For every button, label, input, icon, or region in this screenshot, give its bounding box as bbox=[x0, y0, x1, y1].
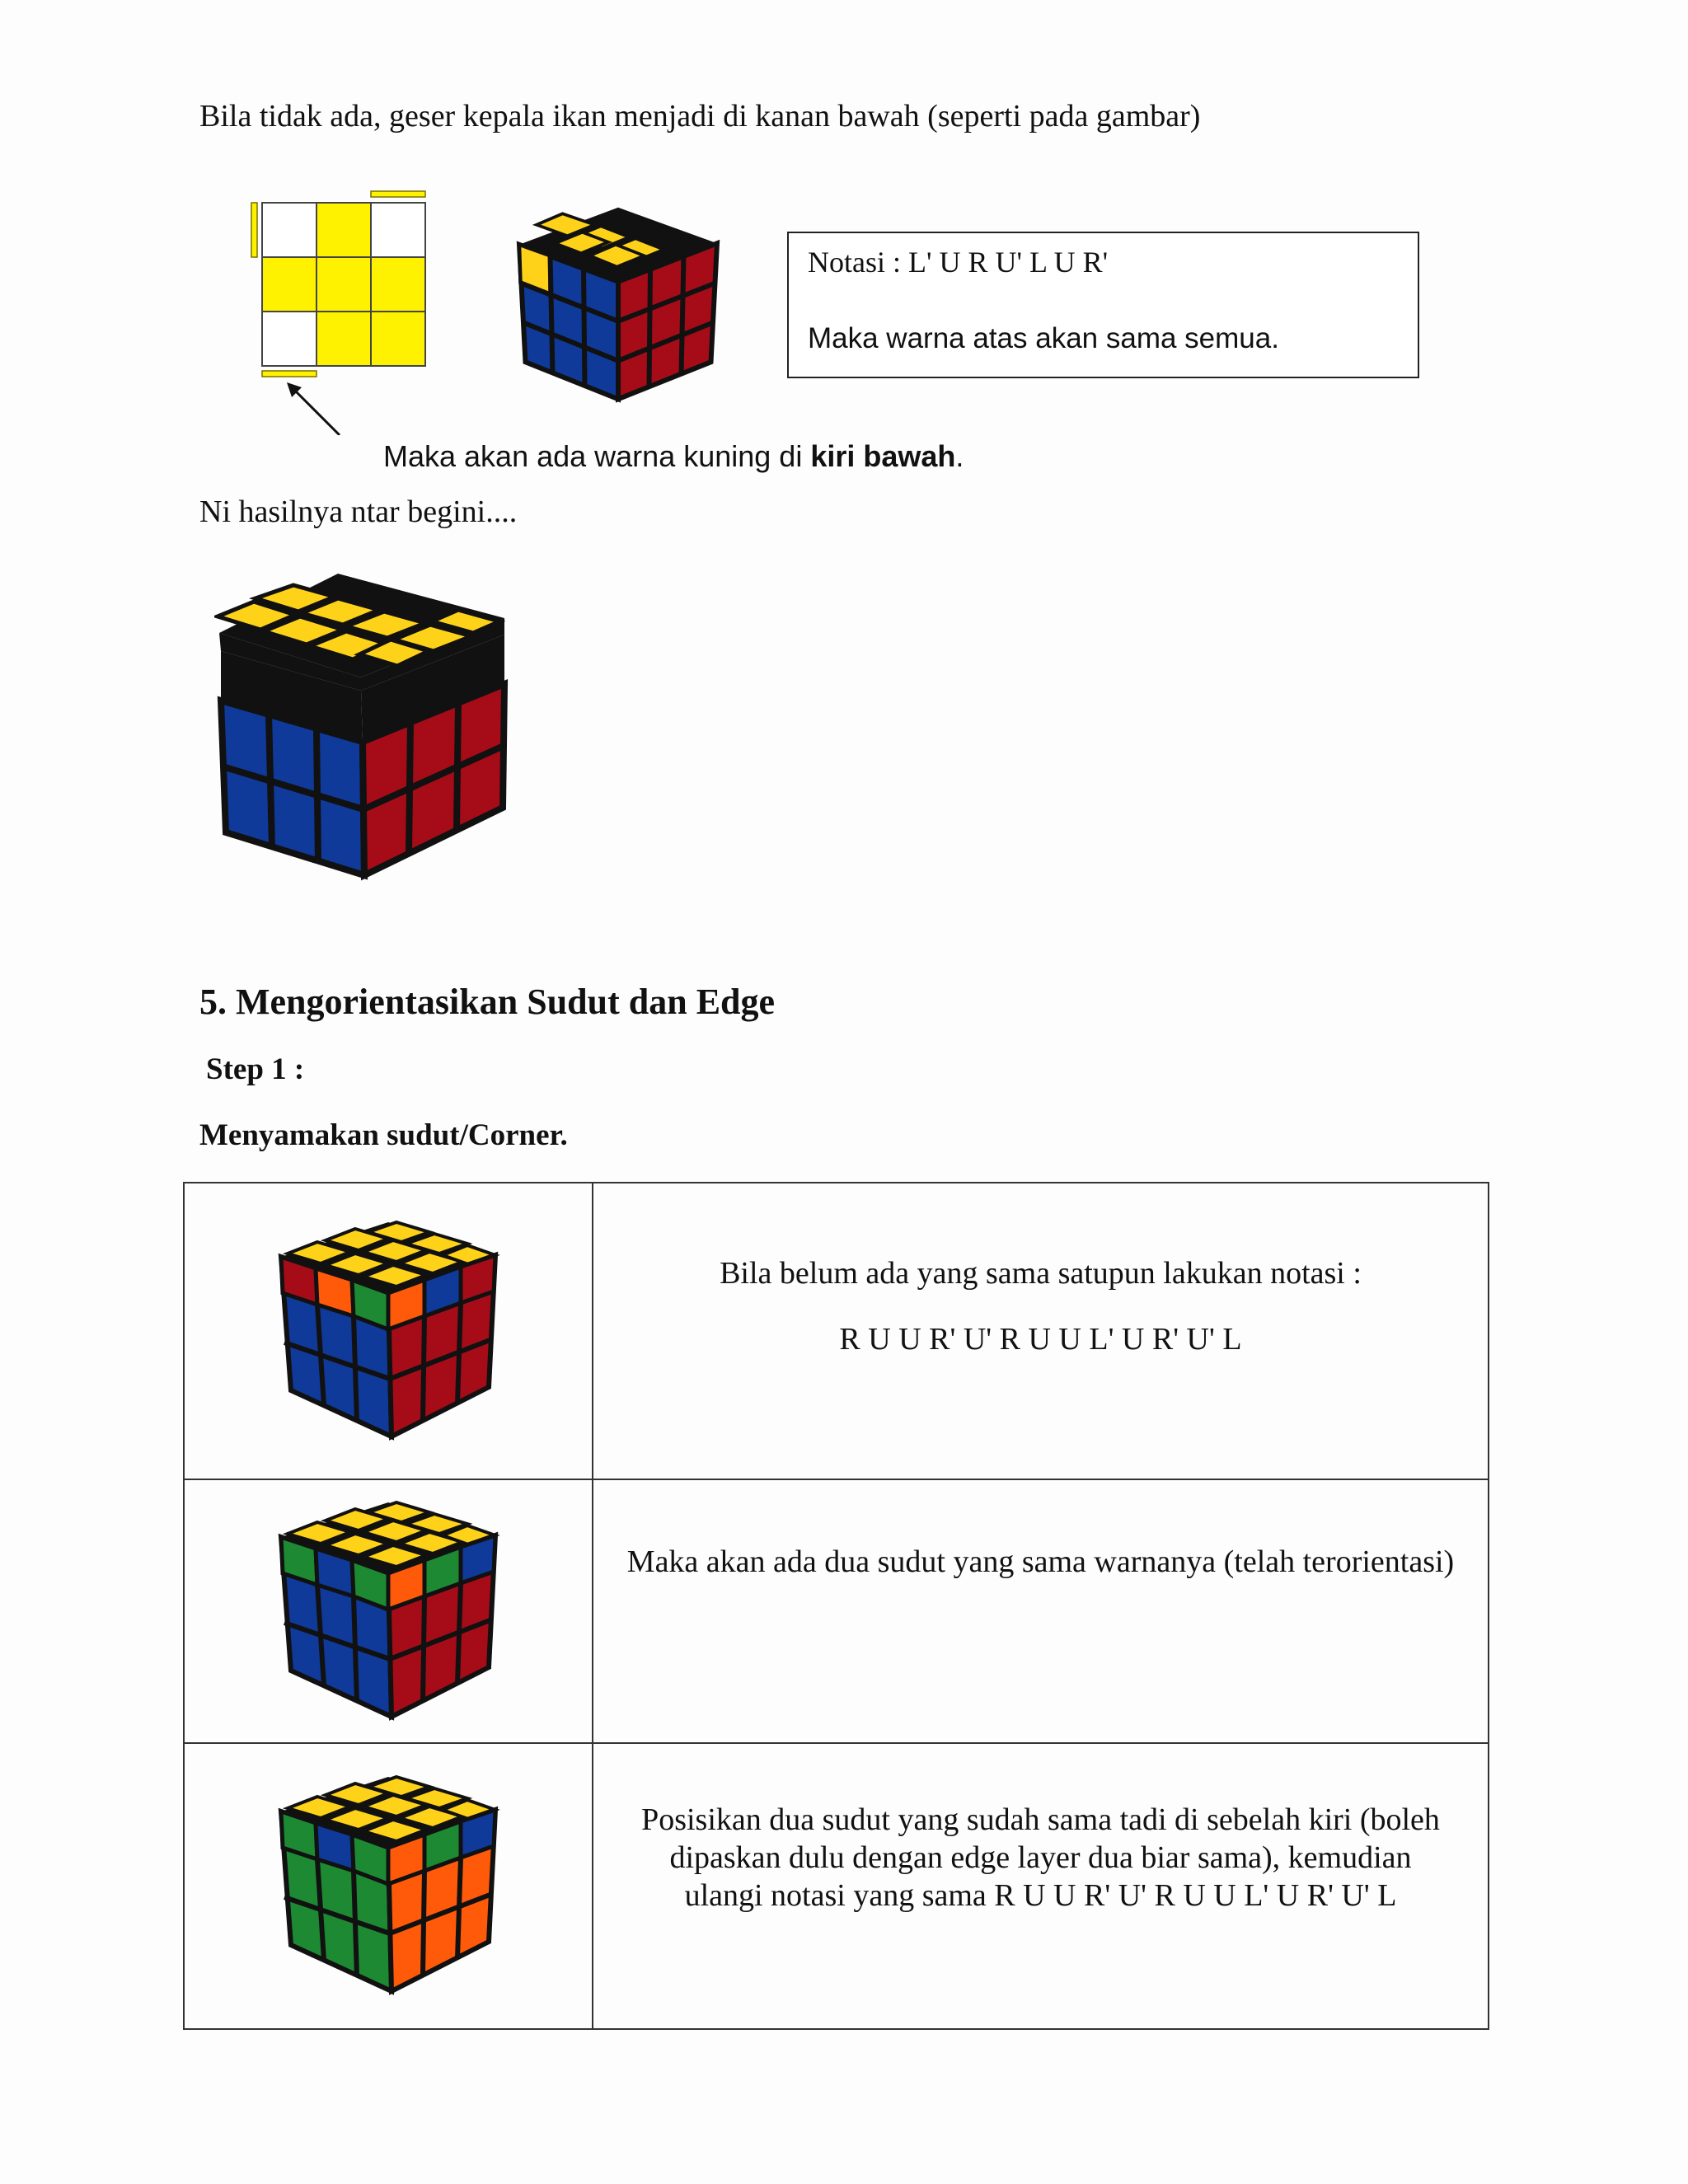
notasi-result: Maka warna atas akan sama semua. bbox=[808, 322, 1279, 354]
step-text-cell bbox=[593, 1479, 1489, 1743]
step-label: Step 1 : bbox=[206, 1052, 305, 1086]
step3-line3: ulangi notasi yang sama R U U R' U' R U U L' U R' U' L bbox=[684, 1877, 1397, 1913]
step-text-cell bbox=[593, 1743, 1489, 2029]
caption-suffix: . bbox=[955, 439, 964, 473]
result-text: Ni hasilnya ntar begini.... bbox=[199, 494, 518, 529]
cube-large-image bbox=[214, 569, 511, 882]
caption-text bbox=[383, 438, 964, 473]
step-image-cell bbox=[184, 1743, 593, 2029]
step-image-cell bbox=[184, 1479, 593, 1743]
top-face-diagram bbox=[247, 188, 434, 435]
step1-notation: R U U R' U' R U U L' U R' U' L bbox=[839, 1322, 1242, 1357]
step-image-cell bbox=[184, 1183, 593, 1479]
arrow-icon bbox=[287, 382, 340, 435]
section-heading: 5. Mengorientasikan Sudut dan Edge bbox=[199, 982, 776, 1022]
step3-line1: Posisikan dua sudut yang sudah sama tadi di sebelah kiri (boleh bbox=[641, 1802, 1440, 1837]
step-subheading: Menyamakan sudut/Corner. bbox=[199, 1118, 568, 1152]
cube-yellow-top-image bbox=[507, 188, 729, 419]
step3-line2: dipaskan dulu dengan edge layer dua biar sama), kemudian bbox=[669, 1840, 1412, 1875]
cube-step3-image bbox=[273, 1769, 504, 1999]
cube-step2-image bbox=[273, 1494, 504, 1725]
notasi-box bbox=[787, 232, 1419, 378]
step1-line1: Bila belum ada yang sama satupun lakukan notasi : bbox=[720, 1256, 1362, 1291]
notasi-label: Notasi : bbox=[808, 246, 901, 279]
cube-step1-image bbox=[273, 1214, 504, 1445]
step2-line1: Maka akan ada dua sudut yang sama warnanya (telah terorientasi) bbox=[626, 1544, 1455, 1579]
intro-text: Bila tidak ada, geser kepala ikan menjadi di kanan bawah (seperti pada gambar) bbox=[199, 99, 1201, 134]
table-row bbox=[184, 1183, 1489, 1479]
caption-prefix: Maka akan ada warna kuning di bbox=[383, 439, 811, 473]
caption-bold: kiri bawah bbox=[810, 439, 956, 473]
notasi-moves: L' U R U' L U R' bbox=[908, 246, 1109, 279]
steps-table bbox=[183, 1182, 1489, 2030]
table-row bbox=[184, 1743, 1489, 2029]
step-text-cell bbox=[593, 1183, 1489, 1479]
notasi-line bbox=[808, 245, 1108, 279]
table-row bbox=[184, 1479, 1489, 1743]
